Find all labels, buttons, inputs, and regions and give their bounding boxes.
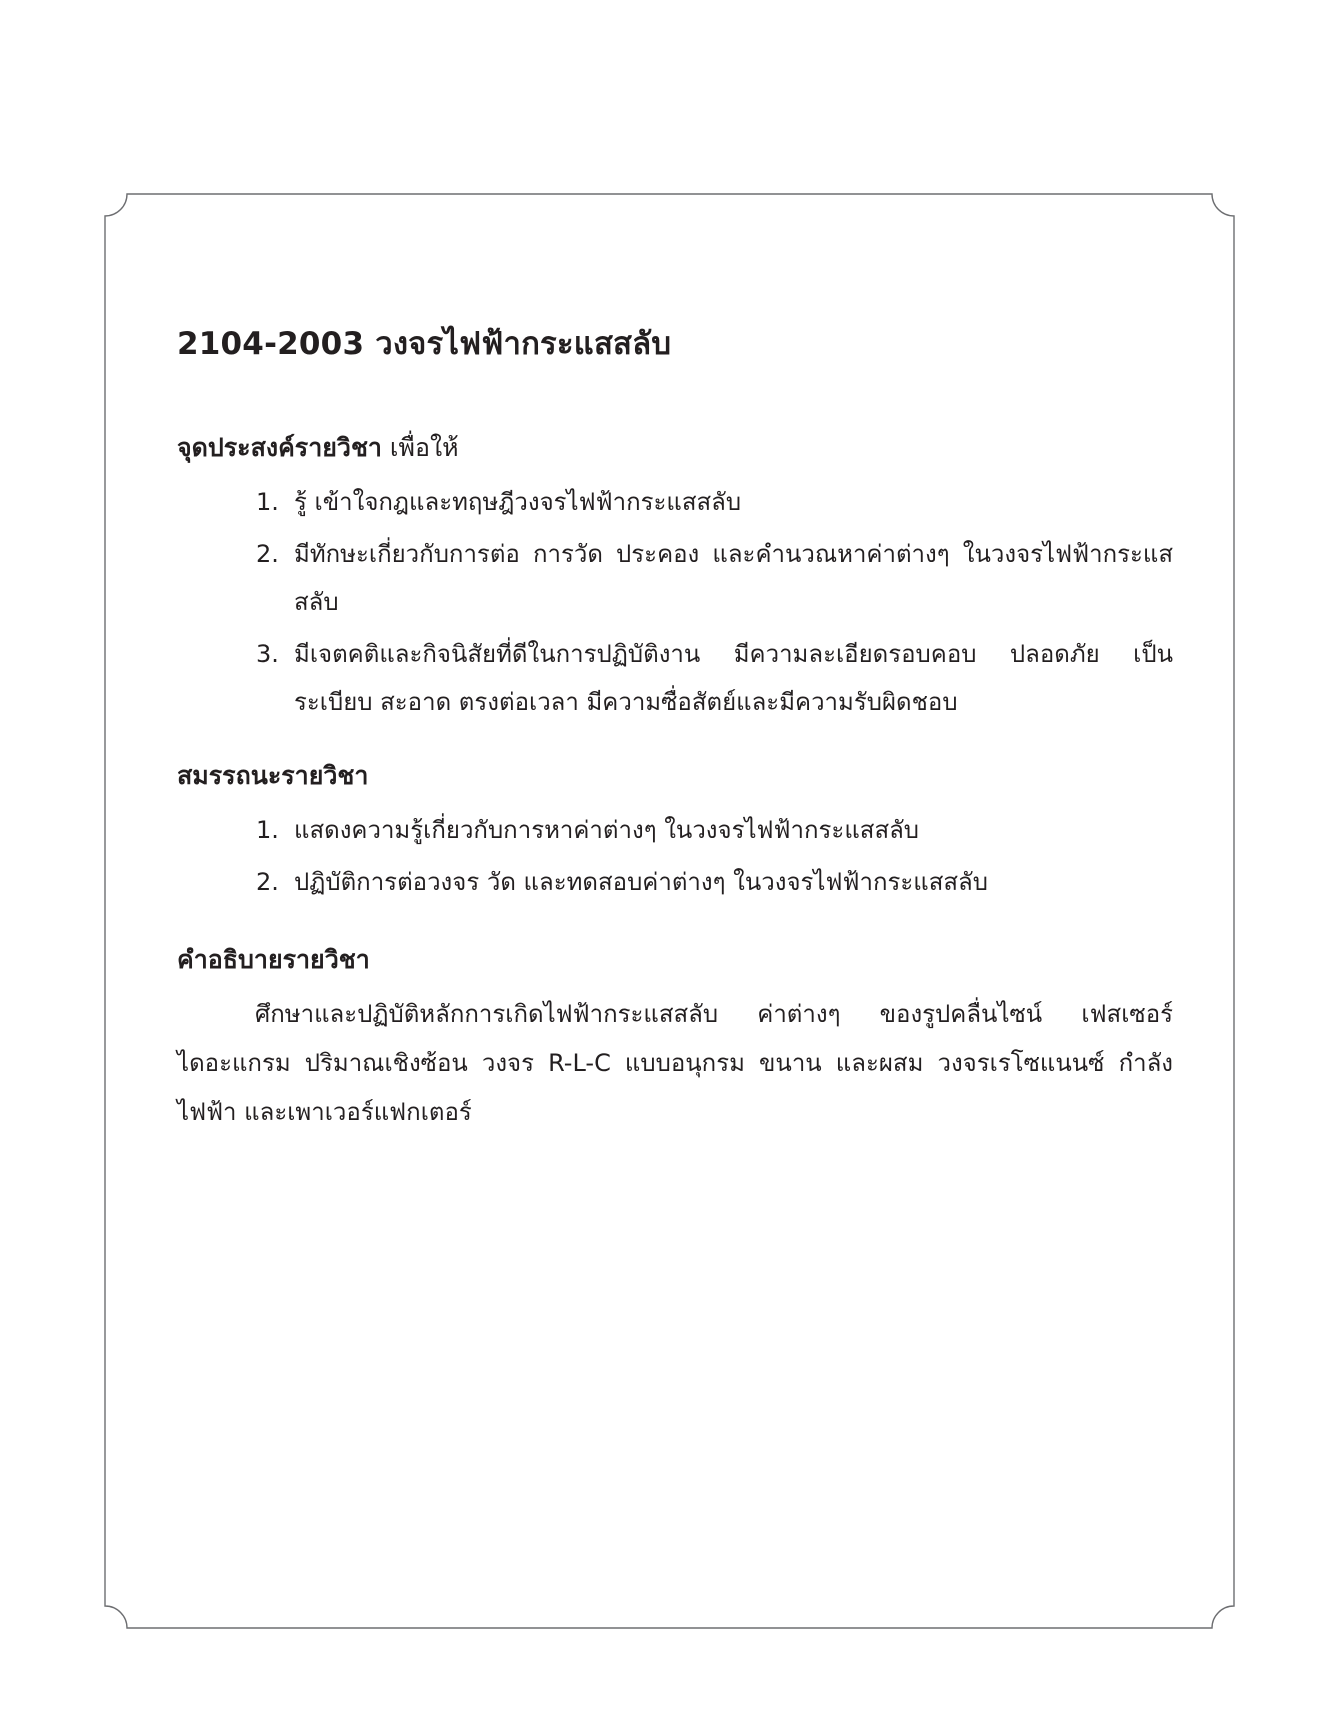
course-name: วงจรไฟฟ้ากระแสสลับ <box>375 326 672 362</box>
objectives-list <box>177 478 1173 726</box>
item-text: มีทักษะเกี่ยวกับการต่อ การวัด ประคอง และคำนวณหาค่าต่างๆ ในวงจรไฟฟ้ากระแสสลับ <box>294 540 1173 616</box>
item-number: 3. <box>256 640 279 668</box>
objectives-lead: เพื่อให้ <box>389 433 459 462</box>
course-code: 2104-2003 <box>177 326 365 362</box>
item-text: มีเจตคติและกิจนิสัยที่ดีในการปฏิบัติงาน มีความละเอียดรอบคอบ ปลอดภัย เป็นระเบียบ สะอาด ตรงต่อเวลา มีความซื่อสัตย์และมีความรับผิดชอบ <box>294 640 1173 716</box>
item-text: แสดงความรู้เกี่ยวกับการหาค่าต่างๆ ในวงจรไฟฟ้ากระแสสลับ <box>294 816 920 844</box>
item-number: 1. <box>256 488 279 516</box>
list-item <box>256 858 1173 906</box>
objectives-heading <box>177 428 1173 468</box>
course-title <box>177 318 1173 368</box>
list-item <box>256 630 1173 726</box>
item-text: รู้ เข้าใจกฎและทฤษฎีวงจรไฟฟ้ากระแสสลับ <box>294 488 742 516</box>
course-sheet <box>177 300 1173 1137</box>
competencies-list <box>177 806 1173 906</box>
description-text: ศึกษาและปฏิบัติหลักการเกิดไฟฟ้ากระแสสลับ ค่าต่างๆ ของรูปคลื่นไซน์ เฟสเซอร์ไดอะแกรม ปริมาณเชิงซ้อน วงจร R-L-C แบบอนุกรม ขนาน และผสม วงจรเรโซแนนซ์ กำลังไฟฟ้า และเพาเวอร์แฟกเตอร์ <box>177 1000 1173 1126</box>
competencies-heading <box>177 756 1173 796</box>
item-text: ปฏิบัติการต่อวงจร วัด และทดสอบค่าต่างๆ ในวงจรไฟฟ้ากระแสสลับ <box>294 868 988 896</box>
item-number: 2. <box>256 540 279 568</box>
list-item <box>256 478 1173 526</box>
description-title: คำอธิบายรายวิชา <box>177 945 370 974</box>
description-heading <box>177 940 1173 980</box>
list-item <box>256 530 1173 626</box>
item-number: 1. <box>256 816 279 844</box>
item-number: 2. <box>256 868 279 896</box>
objectives-title: จุดประสงค์รายวิชา <box>177 433 382 462</box>
list-item <box>256 806 1173 854</box>
competencies-title: สมรรถนะรายวิชา <box>177 761 369 790</box>
